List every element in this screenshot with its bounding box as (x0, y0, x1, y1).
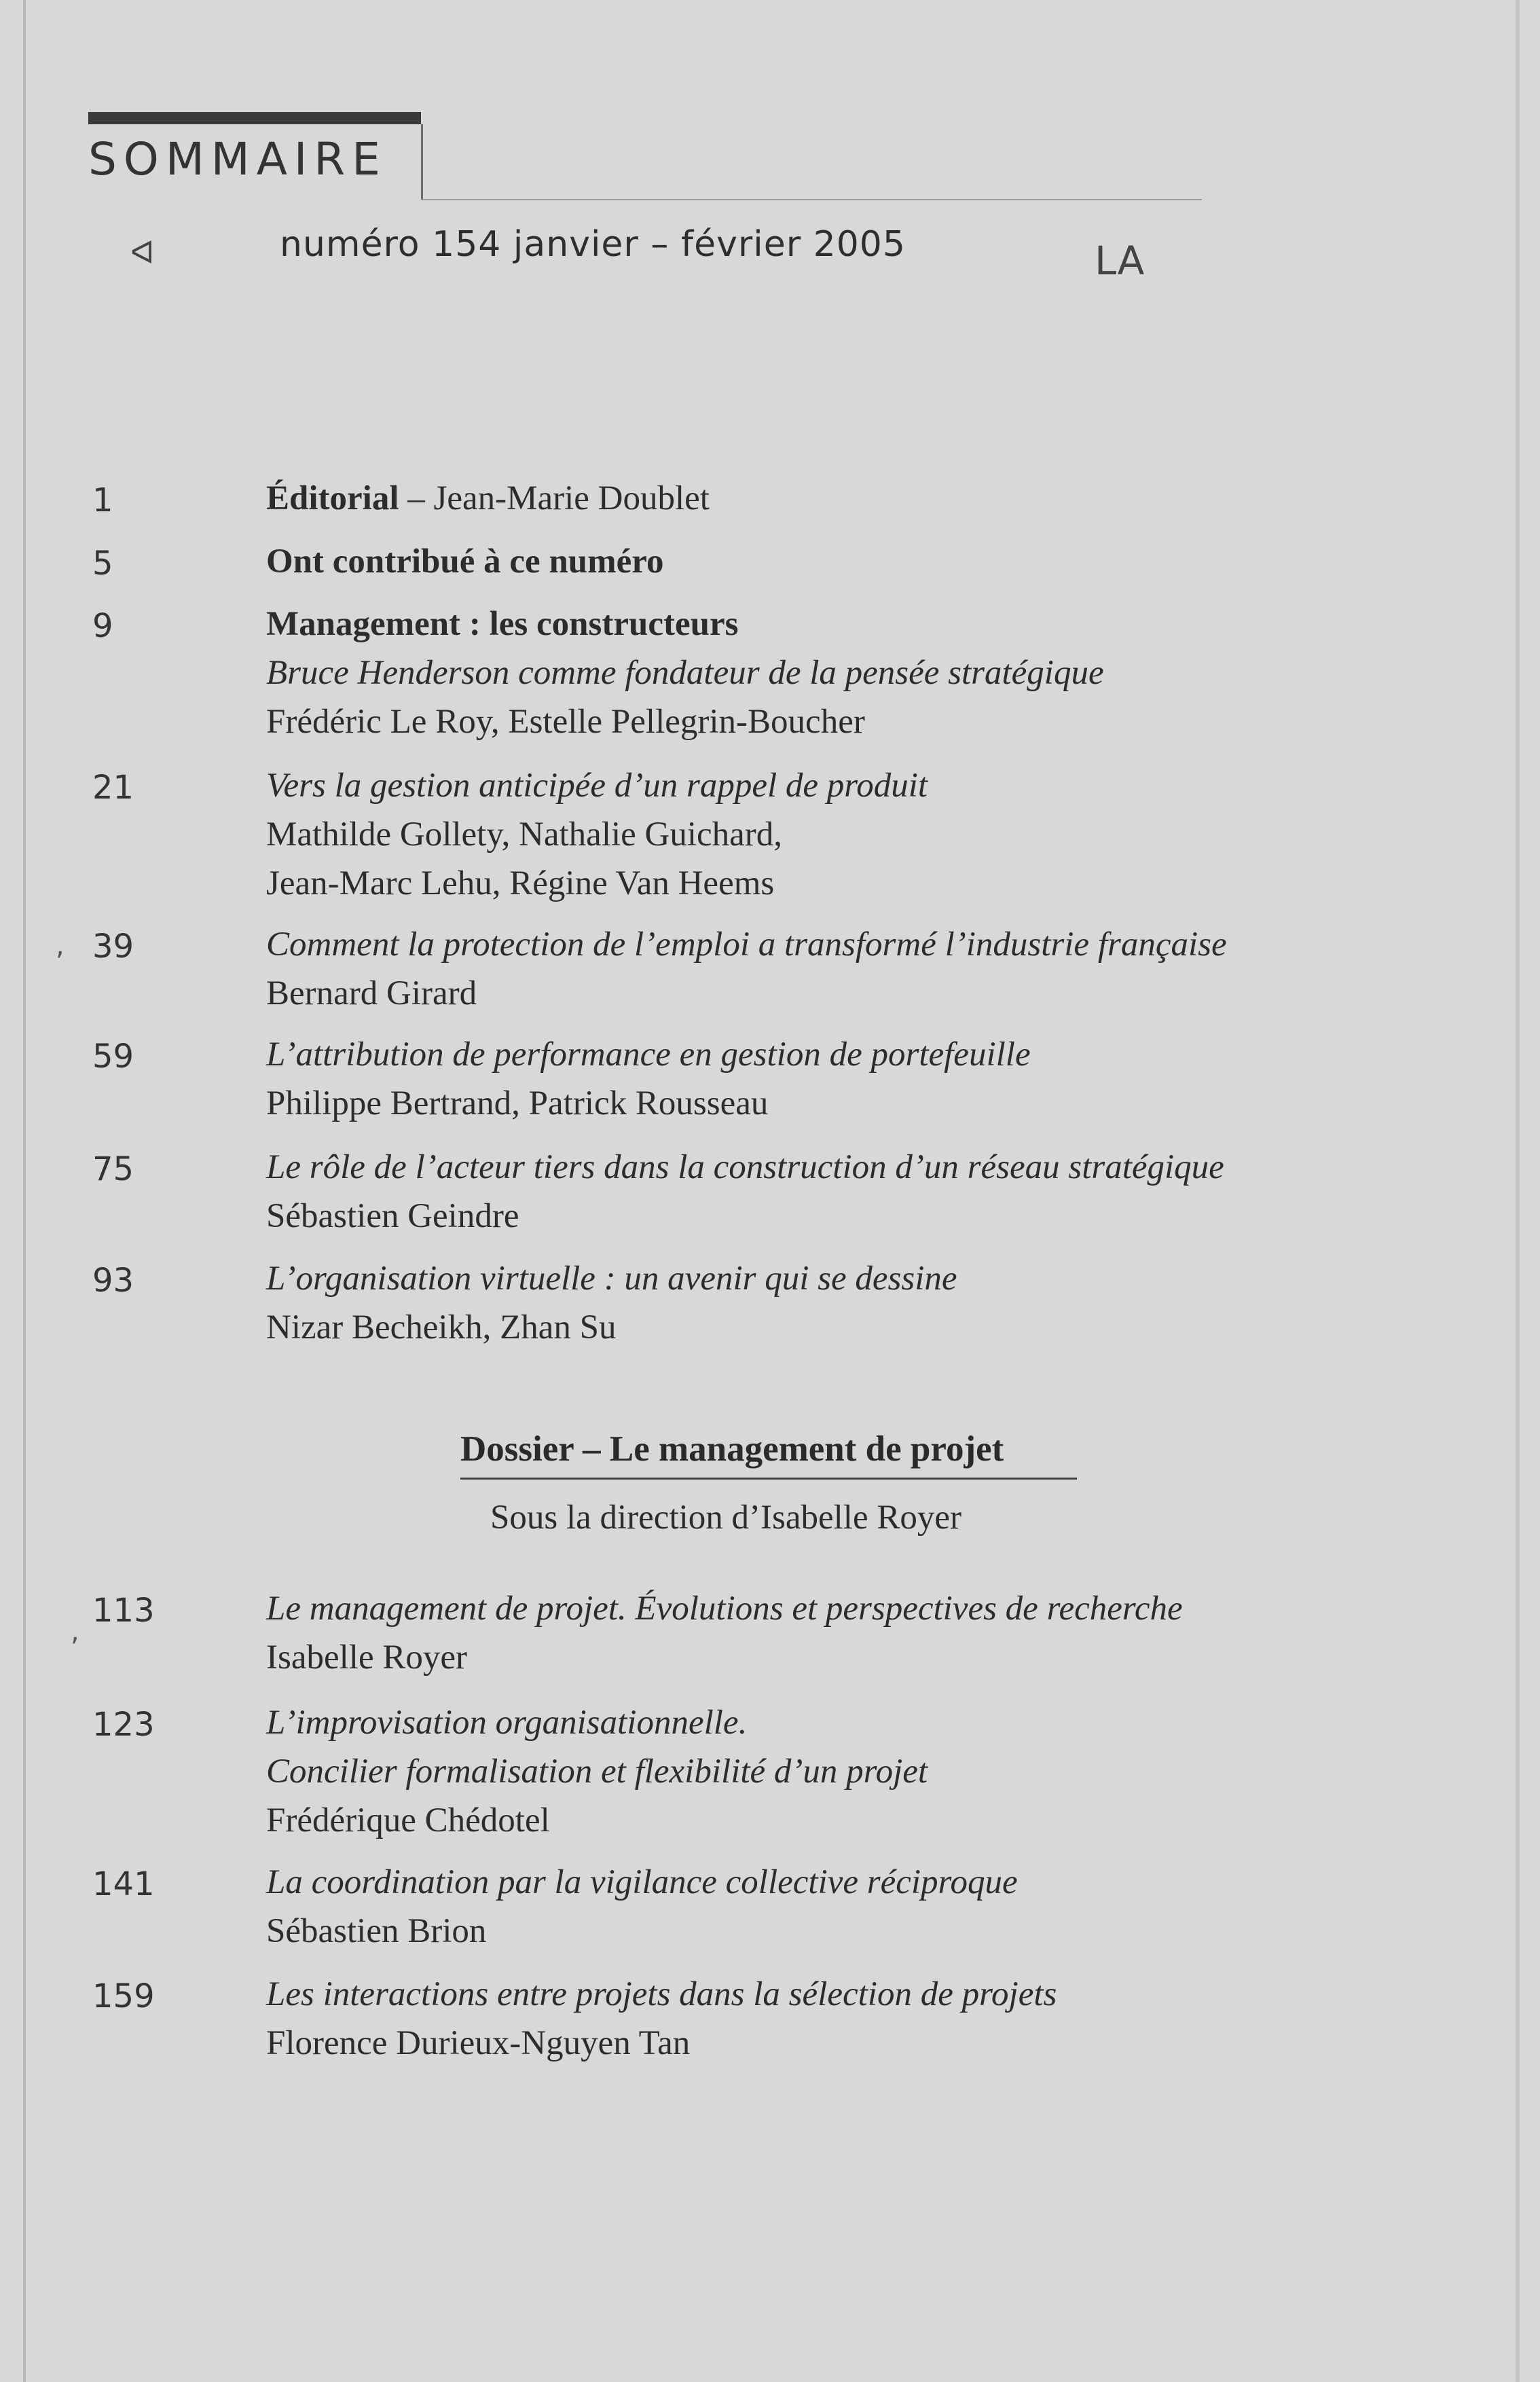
issue-info: numéro 154 janvier – février 2005 (280, 224, 906, 265)
entry-text: L’organisation virtuelle : un avenir qui se dessine (266, 1260, 957, 1298)
dossier-subtitle: Sous la direction d’Isabelle Royer (490, 1499, 961, 1537)
entry-text: Bernard Girard (266, 974, 477, 1012)
entry-authors (266, 1084, 768, 1123)
entry-text: Florence Durieux-Nguyen Tan (266, 2024, 691, 2062)
page-right-edge (1516, 0, 1520, 2382)
entry-authors (266, 974, 477, 1013)
entry-title (266, 1975, 1057, 2014)
entry-text: Philippe Bertrand, Patrick Rousseau (266, 1084, 769, 1122)
dossier-title: Dossier – Le management de projet (460, 1429, 1004, 1469)
entry-text: Frédéric Le Roy, Estelle Pellegrin-Boucher (266, 703, 865, 741)
entry-title (266, 653, 1104, 693)
entry-text: Management : les constructeurs (266, 605, 739, 643)
page-number: 39 (92, 928, 134, 966)
entry-authors (266, 864, 774, 903)
entry-heading (266, 604, 738, 644)
page-number: 113 (92, 1592, 155, 1630)
entry-text: Comment la protection de l’emploi a transformé l’industrie française (266, 926, 1227, 964)
entry-authors (266, 1911, 486, 1951)
dossier-underline (460, 1478, 1077, 1480)
entry-text: Jean-Marc Lehu, Régine Van Heems (266, 864, 775, 902)
entry-text: Isabelle Royer (266, 1638, 467, 1676)
entry-text: Vers la gestion anticipée d’un rappel de produit (266, 767, 928, 805)
entry-title (266, 1035, 1031, 1074)
page-number: 59 (92, 1038, 134, 1076)
entry-title (266, 1259, 957, 1298)
entry-text: Sébastien Geindre (266, 1197, 519, 1235)
entry-text: Frédérique Chédotel (266, 1801, 550, 1839)
entry-title (266, 925, 1227, 964)
entry-title (266, 1148, 1224, 1187)
entry-text: L’improvisation organisationnelle. (266, 1704, 748, 1742)
entry-text: Le management de projet. Évolutions et perspectives de recherche (266, 1590, 1183, 1628)
entry-heading (266, 542, 664, 581)
page-number: 9 (92, 607, 113, 645)
entry-authors (266, 1308, 617, 1347)
header-rule (88, 112, 421, 124)
entry-title (266, 1703, 747, 1742)
entry-title (266, 1752, 928, 1791)
pencil-tick-icon: , (56, 930, 65, 961)
entry-text: L’attribution de performance en gestion de portefeuille (266, 1036, 1031, 1074)
entry-text: Bruce Henderson comme fondateur de la pensée stratégique (266, 654, 1104, 692)
page-number: 5 (92, 545, 113, 583)
entry-author-suffix: – Jean-Marie Doublet (399, 479, 710, 517)
page-number: 93 (92, 1262, 134, 1300)
header-divider (421, 124, 423, 199)
page-number: 75 (92, 1150, 134, 1188)
entry-title (266, 766, 928, 805)
handwritten-mark-left: ᐊ (130, 234, 155, 271)
page-number: 1 (92, 481, 113, 519)
entry-text: Nizar Becheikh, Zhan Su (266, 1308, 617, 1346)
entry-text: La coordination par la vigilance collective réciproque (266, 1863, 1018, 1901)
entry-authors (266, 2023, 690, 2063)
entry-text: Mathilde Gollety, Nathalie Guichard, (266, 816, 783, 854)
entry-title (266, 1863, 1018, 1902)
page-number: 21 (92, 769, 134, 807)
page-number: 141 (92, 1865, 155, 1903)
entry-text: Sébastien Brion (266, 1912, 487, 1950)
entry-authors (266, 1801, 550, 1840)
handwritten-mark-right: LA (1095, 238, 1145, 284)
pencil-tick-icon: , (71, 1616, 79, 1647)
entry-text: Concilier formalisation et flexibilité d’un projet (266, 1753, 928, 1791)
entry-authors (266, 815, 782, 854)
page-binding-edge (23, 0, 26, 2382)
page-title: SOMMAIRE (88, 133, 387, 185)
entry-heading (266, 479, 710, 518)
header-underline (421, 199, 1202, 200)
entry-text: Éditorial (266, 479, 399, 517)
page-number: 159 (92, 1977, 155, 2015)
entry-authors (266, 1638, 467, 1677)
entry-text: Ont contribué à ce numéro (266, 543, 664, 581)
entry-title (266, 1589, 1183, 1628)
entry-text: Le rôle de l’acteur tiers dans la construction d’un réseau stratégique (266, 1148, 1224, 1186)
page-number: 123 (92, 1706, 155, 1744)
entry-authors (266, 702, 865, 741)
entry-authors (266, 1196, 519, 1236)
entry-text: Les interactions entre projets dans la sélection de projets (266, 1975, 1057, 2013)
